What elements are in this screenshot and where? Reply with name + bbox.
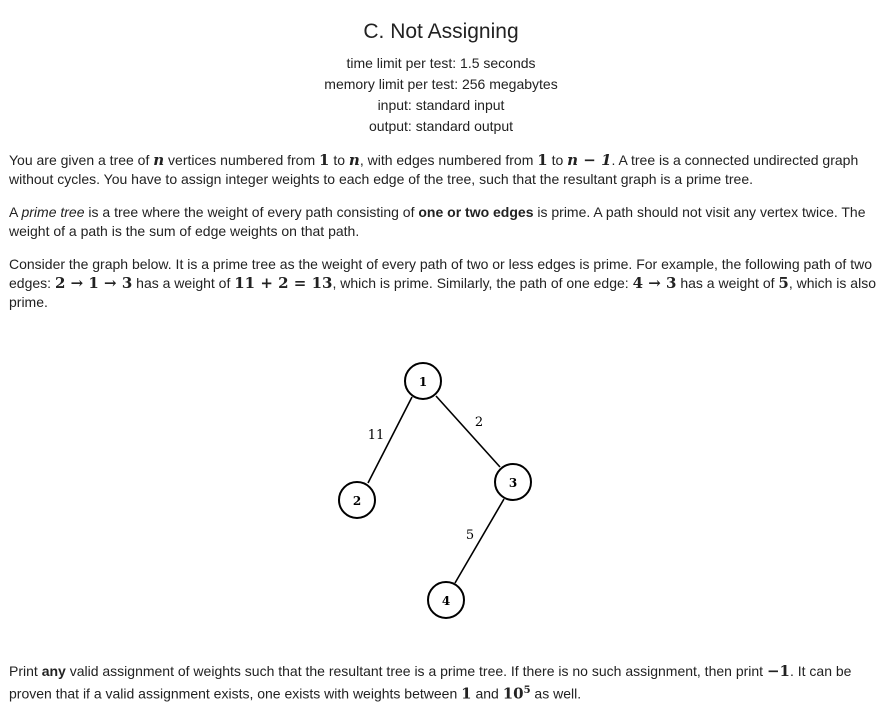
input-spec: input: standard input bbox=[377, 97, 505, 113]
text: Consider the graph below. It is a prime tree as the weight of every path of two or less edges is prime. For example, the following path of two bbox=[9, 256, 872, 272]
text: valid assignment of weights such that the resultant tree is a prime tree. If there is no such assignment, then print bbox=[65, 663, 767, 679]
math-five: 5 bbox=[778, 274, 789, 292]
problem-title: C. Not Assigning bbox=[363, 20, 519, 43]
text: has a weight of bbox=[132, 275, 235, 291]
text: , which is prime. Similarly, the path of one edge: bbox=[332, 275, 633, 291]
math-one: 1 bbox=[319, 151, 330, 169]
text: proven that if a valid assignment exists, one exists with weights between bbox=[9, 685, 462, 702]
text: without cycles. You have to assign integer weights to each edge of the tree, such that the resultant graph is a prime tree. bbox=[9, 171, 754, 187]
text: has a weight of bbox=[676, 275, 779, 291]
text: vertices numbered from bbox=[164, 152, 320, 168]
math-path-4-3: 4 → 3 bbox=[632, 274, 677, 292]
math-one: 1 bbox=[461, 684, 472, 703]
math-path-2-1-3: 2 → 1 → 3 bbox=[54, 274, 133, 292]
math-sum: 11 + 2 = 13 bbox=[234, 274, 333, 292]
math-exponent: 5 bbox=[523, 685, 531, 696]
text: Print bbox=[9, 663, 42, 679]
memory-limit: memory limit per test: 256 megabytes bbox=[324, 76, 558, 92]
text: You are given a tree of bbox=[9, 152, 154, 168]
math-ten: 10 bbox=[502, 684, 524, 703]
math-n-minus-1: n − 1 bbox=[567, 151, 612, 169]
math-neg-one: −1 bbox=[766, 662, 790, 680]
node-label-2: 2 bbox=[352, 494, 362, 508]
node-label-3: 3 bbox=[508, 476, 518, 490]
text: is prime. A path should not visit any vertex twice. The bbox=[533, 204, 866, 220]
edge-weight-1-2: 11 bbox=[367, 428, 385, 443]
text: edges: bbox=[9, 275, 55, 291]
text: , which is also bbox=[788, 275, 876, 291]
text: to bbox=[547, 152, 568, 168]
math-one: 1 bbox=[537, 151, 548, 169]
text: to bbox=[329, 152, 349, 168]
bold-one-or-two-edges: one or two edges bbox=[418, 204, 534, 220]
text: prime. bbox=[9, 294, 48, 310]
text: , with edges numbered from bbox=[359, 152, 538, 168]
text: and bbox=[471, 685, 503, 702]
math-n: n bbox=[153, 151, 165, 169]
edge-weight-1-3: 2 bbox=[474, 415, 484, 430]
node-label-1: 1 bbox=[418, 375, 428, 389]
text: is a tree where the weight of every path consisting of bbox=[84, 204, 419, 220]
text: . A tree is a connected undirected graph bbox=[611, 152, 859, 168]
bold-any: any bbox=[41, 663, 66, 679]
text: weight of a path is the sum of edge weights on that path. bbox=[9, 223, 360, 239]
output-spec: output: standard output bbox=[369, 118, 513, 134]
edge-3-4 bbox=[455, 499, 504, 583]
edge-weight-3-4: 5 bbox=[465, 528, 475, 543]
math-n: n bbox=[348, 151, 360, 169]
time-limit: time limit per test: 1.5 seconds bbox=[346, 55, 536, 71]
text: . It can be bbox=[789, 663, 852, 679]
emphasis-prime-tree: prime tree bbox=[21, 204, 85, 220]
text: A bbox=[9, 204, 22, 220]
edge-1-3 bbox=[436, 396, 500, 467]
statement-paragraph-4 bbox=[9, 662, 877, 704]
node-label-4: 4 bbox=[441, 594, 451, 608]
text: as well. bbox=[530, 685, 582, 702]
